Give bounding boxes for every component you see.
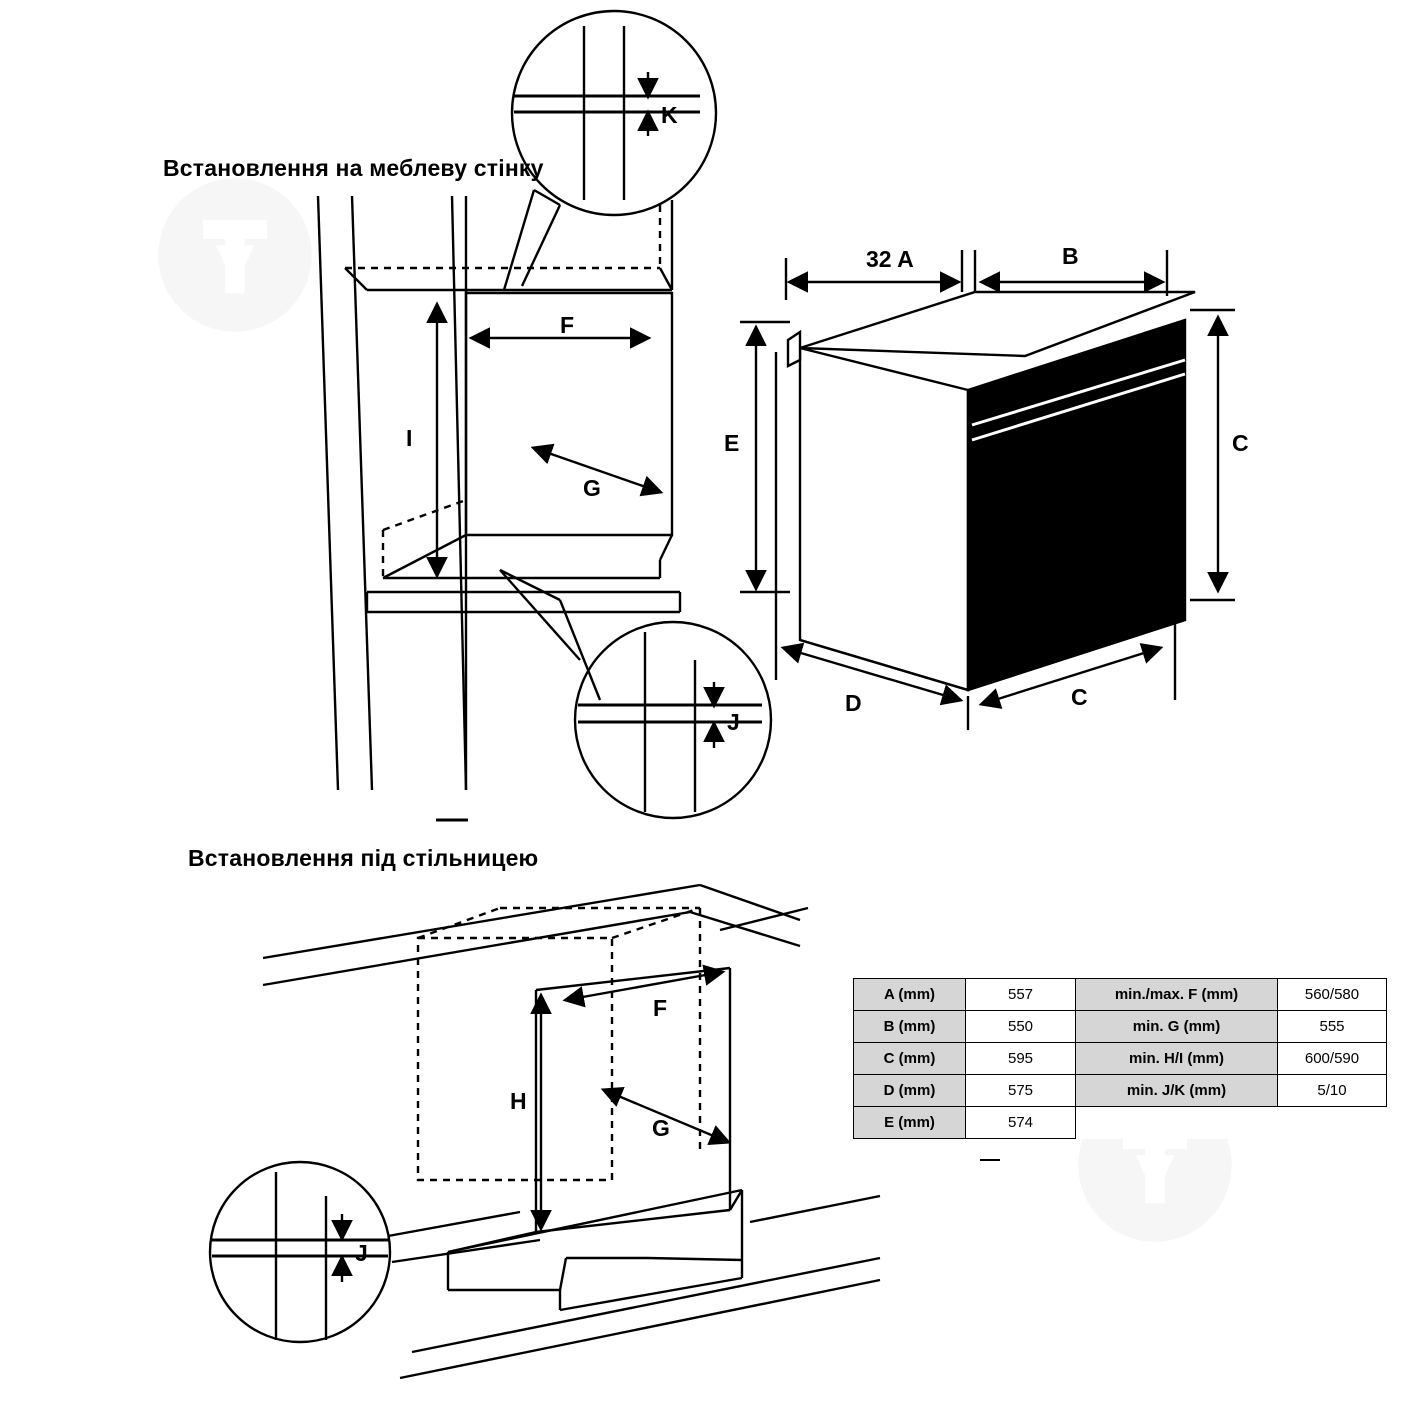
table-cell-key2: min. J/K (mm) — [1076, 1075, 1278, 1107]
table-cell-key2: min./max. F (mm) — [1076, 979, 1278, 1011]
label-j-bottom: J — [355, 1240, 368, 1266]
label-f-top: F — [560, 312, 575, 338]
cabinet-wall-lines — [318, 196, 466, 790]
undercounter-niche — [536, 968, 730, 1232]
label-k: K — [661, 102, 678, 128]
table-row — [854, 1075, 1387, 1107]
table-row — [854, 1043, 1387, 1075]
label-32a: 32 A — [866, 246, 914, 272]
label-j-top: J — [727, 709, 740, 735]
table-cell-key: C (mm) — [854, 1043, 966, 1075]
table-row — [854, 1107, 1387, 1139]
leader-j-bottom2 — [392, 1240, 540, 1262]
label-h: H — [510, 1088, 527, 1114]
leader-j-top2 — [560, 600, 600, 700]
table-cell-value: 575 — [966, 1075, 1076, 1107]
table-cell-value: 557 — [966, 979, 1076, 1011]
leader-j-top — [500, 570, 580, 660]
table-cell-key: A (mm) — [854, 979, 966, 1011]
label-c-bottom: C — [1071, 684, 1088, 710]
table-cell-value2: 560/580 — [1278, 979, 1387, 1011]
label-d: D — [845, 690, 862, 716]
cabinet-niche — [383, 293, 672, 578]
table-cell-key: D (mm) — [854, 1075, 966, 1107]
table-cell-key: E (mm) — [854, 1107, 966, 1139]
table-cell-value: 550 — [966, 1011, 1076, 1043]
table-cell-empty — [1076, 1107, 1278, 1139]
label-g-top: G — [583, 475, 601, 501]
label-g-bottom: G — [652, 1115, 670, 1141]
callout-k — [512, 11, 716, 215]
table-cell-value: 574 — [966, 1107, 1076, 1139]
table-cell-value2: 5/10 — [1278, 1075, 1387, 1107]
table-row — [854, 1011, 1387, 1043]
table-cell-empty — [1278, 1107, 1387, 1139]
leader-k2 — [522, 205, 560, 286]
callout-j-top — [575, 622, 771, 818]
table-cell-key2: min. H/I (mm) — [1076, 1043, 1278, 1075]
table-cell-value2: 555 — [1278, 1011, 1387, 1043]
dimensions-table — [853, 978, 1387, 1139]
table-cell-key: B (mm) — [854, 1011, 966, 1043]
label-i: I — [406, 425, 413, 451]
leader-k — [504, 190, 534, 290]
label-e: E — [724, 430, 740, 456]
heading-counter-installation: Встановлення під стільницею — [188, 845, 539, 871]
heading-wall-installation: Встановлення на меблеву стінку — [163, 155, 544, 181]
leader-j-bottom — [388, 1212, 520, 1236]
table-cell-value: 595 — [966, 1043, 1076, 1075]
table-cell-key2: min. G (mm) — [1076, 1011, 1278, 1043]
label-c-right: C — [1232, 430, 1249, 456]
label-f-bottom: F — [653, 995, 668, 1021]
countertop-lines — [263, 885, 808, 985]
undercounter-dimensions — [541, 972, 728, 1228]
undercounter-shelf — [448, 1190, 742, 1310]
label-b: B — [1062, 243, 1079, 269]
table-cell-value2: 600/590 — [1278, 1043, 1387, 1075]
table-row — [854, 979, 1387, 1011]
leader-j-top3 — [500, 570, 560, 600]
floor-lines — [400, 1196, 880, 1378]
oven-body — [788, 292, 1195, 690]
